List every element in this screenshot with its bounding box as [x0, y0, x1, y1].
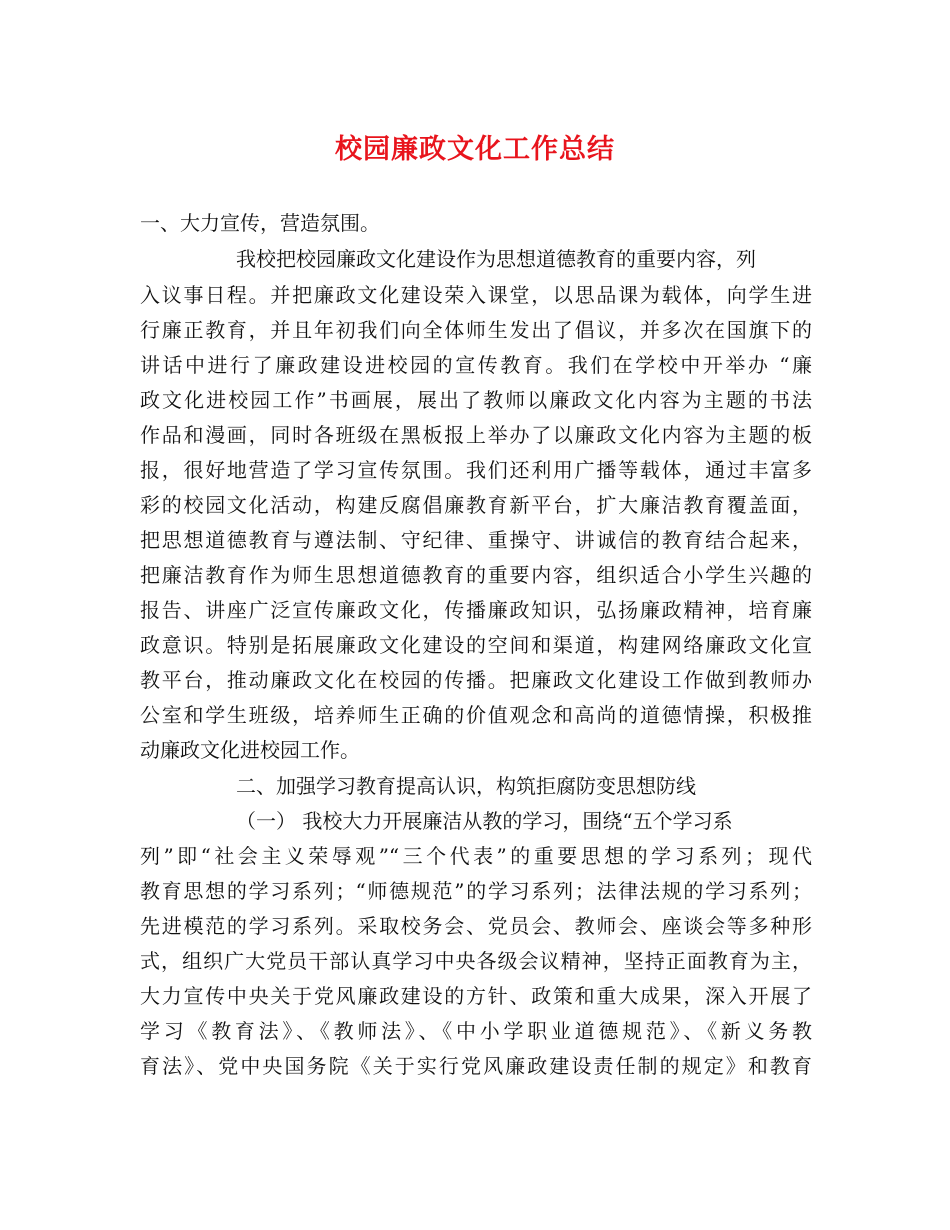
paragraph-line: 教育思想的学习系列；“师德规范”的学习系列；法律法规的学习系列； [140, 879, 812, 903]
document-title: 校园廉政文化工作总结 [335, 134, 615, 165]
paragraph-line: 报，很好地营造了学习宣传氛围。我们还利用广播等载体，通过丰富多 [140, 458, 812, 482]
paragraph-line: （一） 我校大力开展廉洁从教的学习，围绕“五个学习系 [236, 809, 733, 833]
paragraph-line: 育法》、党中央国务院《关于实行党风廉政建设责任制的规定》和教育 [140, 1054, 812, 1078]
paragraph-line: 学习《教育法》、《教师法》、《中小学职业道德规范》、《新义务教 [140, 1019, 812, 1043]
paragraph-line: 把思想道德教育与遵法制、守纪律、重操守、讲诚信的教育结合起来， [140, 528, 812, 552]
paragraph-line: 彩的校园文化活动，构建反腐倡廉教育新平台，扩大廉洁教育覆盖面， [140, 493, 812, 517]
paragraph-line: 动廉政文化进校园工作。 [140, 738, 360, 762]
paragraph-line: 讲话中进行了廉政建设进校园的宣传教育。我们在学校中开举办 “廉 [140, 353, 812, 377]
paragraph-line: 列”即“社会主义荣辱观”“三个代表”的重要思想的学习系列；现代 [140, 844, 812, 868]
paragraph-line: 报告、讲座广泛宣传廉政文化，传播廉政知识，弘扬廉政精神，培育廉 [140, 598, 812, 622]
paragraph-line: 我校把校园廉政文化建设作为思想道德教育的重要内容，列 [236, 247, 756, 271]
section-heading-1: 一、大力宣传，营造氛围。 [140, 211, 380, 235]
paragraph-line: 把廉洁教育作为师生思想道德教育的重要内容，组织适合小学生兴趣的 [140, 563, 812, 587]
paragraph-line: 式，组织广大党员干部认真学习中央各级会议精神，坚持正面教育为主， [140, 949, 812, 973]
paragraph-line: 公室和学生班级，培养师生正确的价值观念和高尚的道德情操，积极推 [140, 703, 812, 727]
paragraph-line: 行廉正教育，并且年初我们向全体师生发出了倡议，并多次在国旗下的 [140, 318, 812, 342]
paragraph-line: 作品和漫画，同时各班级在黑板报上举办了以廉政文化内容为主题的板 [140, 423, 812, 447]
section-heading-2: 二、加强学习教育提高认识，构筑拒腐防变思想防线 [236, 774, 696, 798]
paragraph-line: 政文化进校园工作”书画展，展出了教师以廉政文化内容为主题的书法 [140, 388, 812, 412]
paragraph-line: 大力宣传中央关于党风廉政建设的方针、政策和重大成果，深入开展了 [140, 984, 812, 1008]
paragraph-line: 入议事日程。并把廉政文化建设荣入课堂，以思品课为载体，向学生进 [140, 283, 812, 307]
paragraph-line: 教平台，推动廉政文化在校园的传播。把廉政文化建设工作做到教师办 [140, 668, 812, 692]
paragraph-line: 先进模范的学习系列。采取校务会、党员会、教师会、座谈会等多种形 [140, 914, 812, 938]
paragraph-line: 政意识。特别是拓展廉政文化建设的空间和渠道，构建网络廉政文化宣 [140, 633, 812, 657]
